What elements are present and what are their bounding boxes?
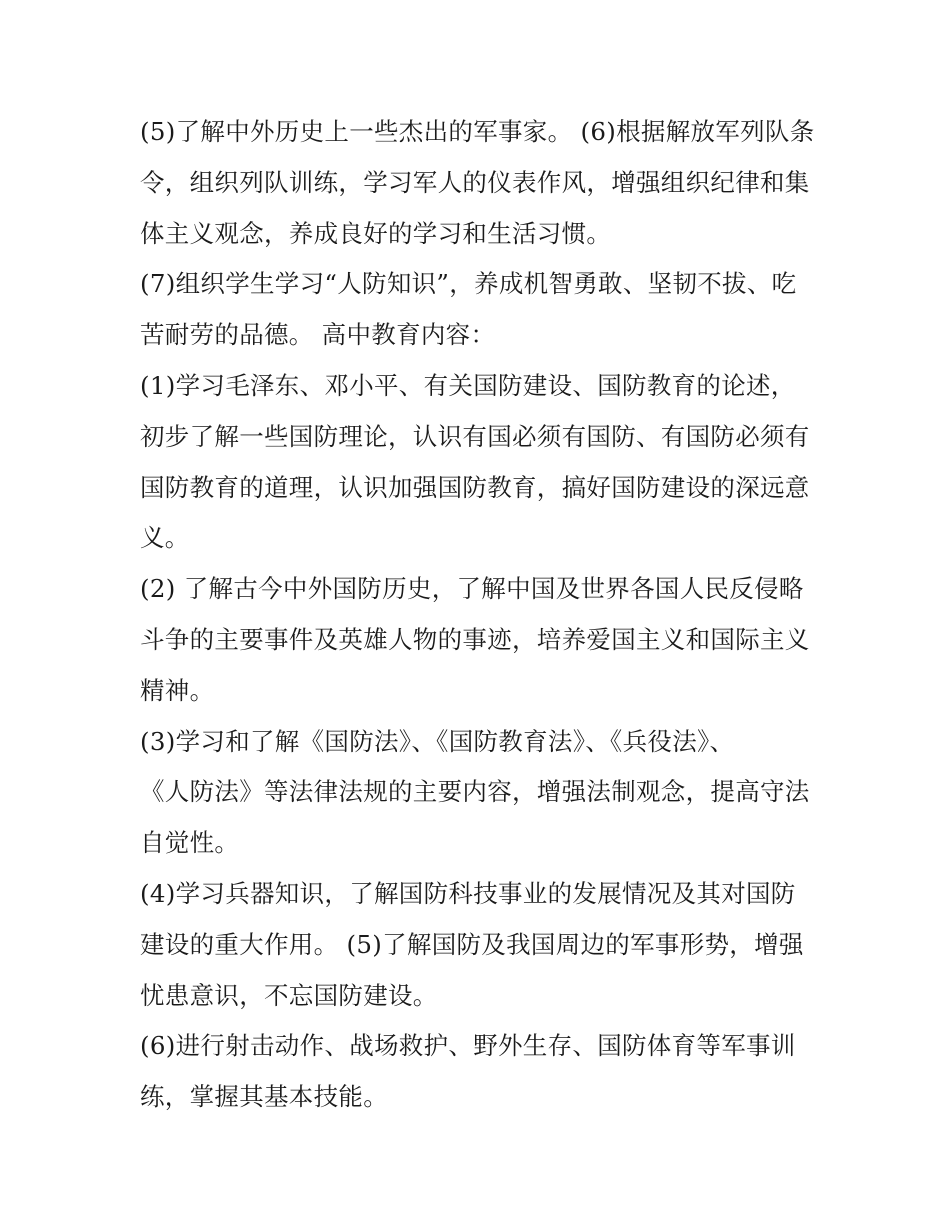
text-line: 体主义观念，养成良好的学习和生活习惯。 xyxy=(140,218,612,248)
text-line: 建设的重大作用。 (5)了解国防及我国周边的军事形势，增强 xyxy=(140,929,804,959)
text-line: 义。 xyxy=(140,523,190,553)
text-line: 《人防法》等法律法规的主要内容，增强法制观念，提高守法 xyxy=(140,777,810,807)
text-line: 精神。 xyxy=(140,675,215,705)
text-line: 苦耐劳的品德。 高中教育内容： xyxy=(140,320,496,350)
text-line: 忧患意识，不忘国防建设。 xyxy=(140,980,438,1010)
text-line: (5)了解中外历史上一些杰出的军事家。 (6)根据解放军列队条 xyxy=(140,117,815,146)
text-line: 斗争的主要事件及英雄人物的事迹，培养爱国主义和国际主义 xyxy=(140,624,810,654)
document-body xyxy=(140,107,820,1123)
text-line: (6)进行射击动作、战场救护、野外生存、国防体育等军事训 xyxy=(140,1031,796,1061)
text-line: 国防教育的道理，认识加强国防教育，搞好国防建设的深远意 xyxy=(140,472,810,502)
text-line: (2) 了解古今中外国防历史，了解中国及世界各国人民反侵略 xyxy=(140,574,804,604)
text-line: 练，掌握其基本技能。 xyxy=(140,1082,388,1112)
text-line: (3)学习和了解《国防法》、《国防教育法》、《兵役法》、 xyxy=(140,726,735,756)
text-line: 初步了解一些国防理论，认识有国必须有国防、有国防必须有 xyxy=(140,421,810,451)
text-line: (4)学习兵器知识，了解国防科技事业的发展情况及其对国防 xyxy=(140,878,796,908)
text-line: (1)学习毛泽东、邓小平、有关国防建设、国防教育的论述， xyxy=(140,370,796,400)
text-line: (7)组织学生学习“人防知识”，养成机智勇敢、坚韧不拔、吃 xyxy=(140,269,797,299)
text-line: 自觉性。 xyxy=(140,828,240,858)
text-line: 令，组织列队训练，学习军人的仪表作风，增强组织纪律和集 xyxy=(140,167,810,197)
